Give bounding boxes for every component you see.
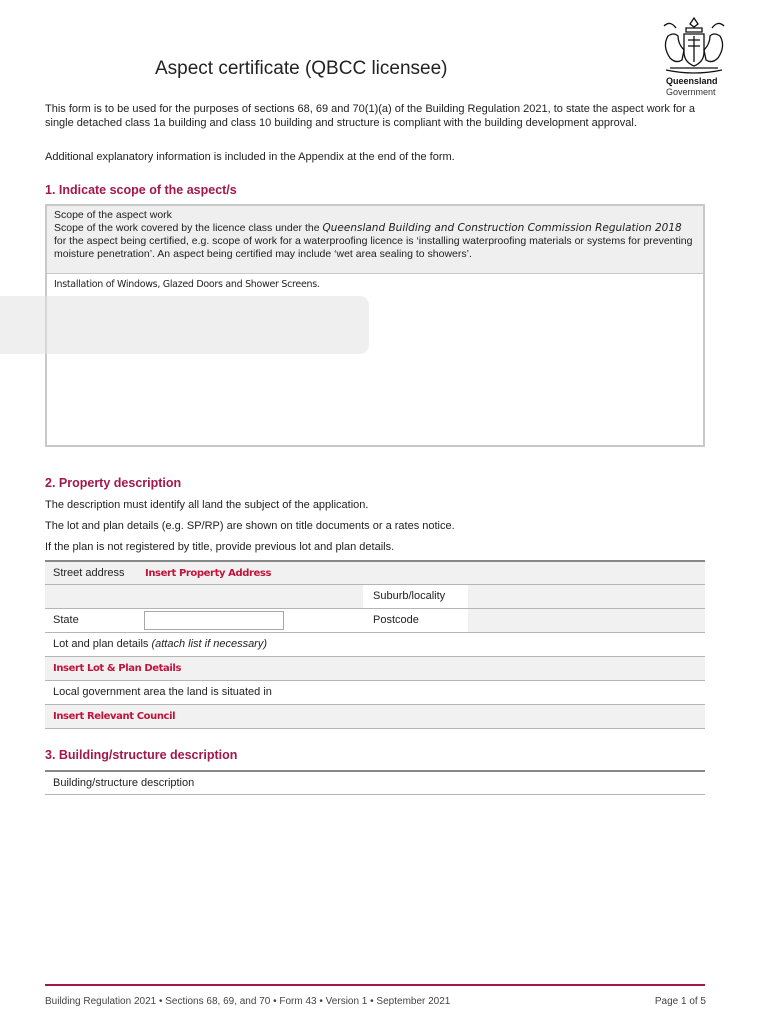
section-2-heading: 2. Property description xyxy=(45,476,182,490)
page-title: Aspect certificate (QBCC licensee) xyxy=(155,58,448,79)
logo-subtext: Government xyxy=(666,87,716,95)
lga-label-row xyxy=(45,681,705,705)
scope-description xyxy=(54,222,696,261)
section-1-heading: 1. Indicate scope of the aspect/s xyxy=(45,183,237,197)
overlay-panel xyxy=(0,296,369,354)
suburb-row xyxy=(45,585,705,609)
building-description-row[interactable] xyxy=(45,770,705,795)
page-number: Page 1 of 5 xyxy=(654,996,706,1007)
street-address-row xyxy=(45,560,705,585)
postcode-label: Postcode xyxy=(373,614,419,626)
street-label-cell xyxy=(45,562,135,584)
street-label: Street address xyxy=(53,567,125,579)
state-label-cell xyxy=(45,609,135,632)
lot-plan-value: Insert Lot & Plan Details xyxy=(53,663,181,674)
property-note-1: The description must identify all land the subject of the application. xyxy=(45,499,369,511)
scope-desc-text: Scope of the work covered by the licence class under the xyxy=(54,222,323,234)
lot-plan-label-row xyxy=(45,633,705,657)
lga-value: Insert Relevant Council xyxy=(53,711,176,722)
property-note-2: The lot and plan details (e.g. SP/RP) are shown on title documents or a rates notice. xyxy=(45,520,455,532)
lot-label-text: Lot and plan details xyxy=(53,638,152,650)
street-input[interactable] xyxy=(135,562,705,584)
intro-paragraph: This form is to be used for the purposes of sections 68, 69 and 70(1)(a) of the Building Regulation 2021, to state the aspect work for a single detached class 1a building and class 10 building and structure is compliant with the building development approval. xyxy=(45,103,695,129)
property-note-3: If the plan is not registered by title, provide previous lot and plan details. xyxy=(45,541,395,553)
lga-label: Local government area the land is situated in xyxy=(53,686,272,698)
state-postcode-row xyxy=(45,609,705,633)
appendix-note: Additional explanatory information is included in the Appendix at the end of the form. xyxy=(45,151,455,163)
section-3-heading: 3. Building/structure description xyxy=(45,748,238,762)
postcode-input[interactable] xyxy=(468,609,705,632)
lga-input[interactable] xyxy=(45,705,705,729)
scope-label: Scope of the aspect work xyxy=(54,209,172,221)
lot-plan-label xyxy=(53,633,267,656)
scope-desc-text-2: for the aspect being certified, e.g. scope of work for a waterproofing licence is ‘installing waterproofing materials or systems for preventing moisture penetration’. An aspect being certified may include ‘wet area sealing to showers’. xyxy=(54,235,693,260)
building-description-label: Building/structure description xyxy=(53,777,195,789)
coat-of-arms-icon xyxy=(658,14,730,76)
scope-box-header xyxy=(47,206,703,274)
logo-wordmark: Queensland xyxy=(666,76,718,86)
street-value: Insert Property Address xyxy=(145,568,272,579)
footer-reference: Building Regulation 2021 • Sections 68, 69, and 70 • Form 43 • Version 1 • September 2021 xyxy=(45,996,451,1007)
regulation-title: Queensland Building and Construction Commission Regulation 2018 xyxy=(322,222,682,234)
suburb-label-cell xyxy=(363,585,468,608)
state-input[interactable] xyxy=(144,611,284,630)
suburb-label: Suburb/locality xyxy=(373,590,446,602)
street-continued-input[interactable] xyxy=(45,585,363,608)
queensland-government-logo xyxy=(658,14,730,98)
state-label: State xyxy=(53,614,79,626)
footer-rule xyxy=(45,984,705,986)
postcode-label-cell xyxy=(363,609,468,632)
lot-label-hint: (attach list if necessary) xyxy=(151,638,268,650)
scope-input[interactable]: Installation of Windows, Glazed Doors and Shower Screens. xyxy=(54,279,320,290)
suburb-input[interactable] xyxy=(468,585,705,608)
lot-plan-input[interactable] xyxy=(45,657,705,681)
